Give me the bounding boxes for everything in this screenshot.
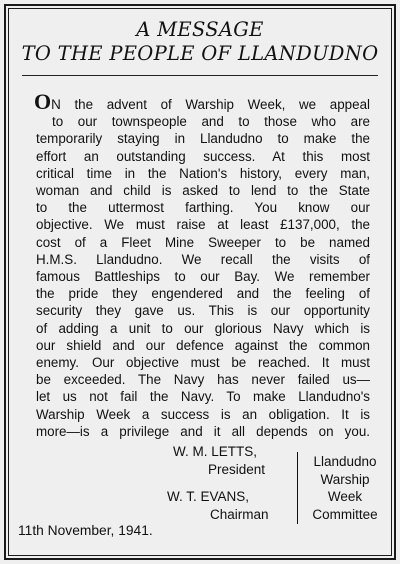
paragraph-line: our shield and our defence against the common — [36, 337, 370, 353]
paragraph-line: Our objective must be reached. It must — [92, 355, 370, 370]
signatory-name-letts: W. M. LETTS, — [173, 444, 258, 459]
paragraph-line: be exceeded. The Navy has never failed us— — [36, 372, 370, 388]
committee-line: Week — [327, 489, 363, 504]
paragraph-line: more—is a privilege and it all depends on you. — [36, 423, 370, 439]
committee-line: Warship — [320, 471, 370, 487]
signatory-name-evans: W. T. EVANS, — [167, 489, 250, 504]
committee-name — [300, 453, 390, 523]
paragraph-line: objective. We must raise at least £137,000, the — [36, 217, 370, 233]
message-paragraph-2 — [36, 354, 370, 440]
paragraph-line: to the uttermost farthing. You know our — [36, 200, 370, 216]
paragraph-line: Warship Week a success is an obligation. It is — [36, 406, 370, 422]
signatory-title-chairman: Chairman — [210, 507, 269, 522]
message-paragraph-1 — [34, 89, 370, 371]
paragraph-line: famous Battleships to our Bay. We remember — [36, 269, 370, 285]
heading-line-1: A MESSAGE — [136, 18, 264, 41]
paragraph-line: enemy. — [36, 355, 79, 371]
paragraph-line: let us not fail the Navy. To make Llandudno's — [36, 389, 370, 405]
committee-line: Committee — [312, 506, 378, 522]
heading-line-2: TO THE PEOPLE OF LLANDUDNO — [21, 42, 379, 65]
paragraph-line: woman and child is asked to lend to the State — [36, 183, 370, 199]
paragraph-line: security they gave us. This is our opportunity — [36, 303, 370, 319]
paragraph-line — [34, 89, 370, 114]
paragraph-line: temporarily staying in Llandudno to make the — [36, 131, 370, 147]
paragraph-line: the pride they engendered and the feeling of — [36, 286, 370, 302]
signatory-title-president: President — [208, 462, 266, 477]
paragraph-line: to our townspeople and to those who are — [52, 114, 370, 130]
committee-line: Llandudno — [313, 454, 377, 469]
notice-date: 11th November, 1941. — [18, 523, 153, 538]
drop-cap: O — [34, 89, 52, 114]
paragraph-line: cost of a Fleet Mine Sweeper to be named — [36, 234, 370, 250]
paragraph-line: critical time in the Nation's history, every man, — [36, 165, 370, 181]
line-text: N the advent of Warship Week, we appeal — [51, 97, 370, 112]
heading-divider — [22, 75, 378, 76]
paragraph-line: of adding a unit to our glorious Navy which is — [36, 320, 370, 336]
paragraph-line: H.M.S. Llandudno. We recall the visits of — [36, 251, 370, 267]
paragraph-line: effort an outstanding success. At this most — [36, 148, 370, 164]
